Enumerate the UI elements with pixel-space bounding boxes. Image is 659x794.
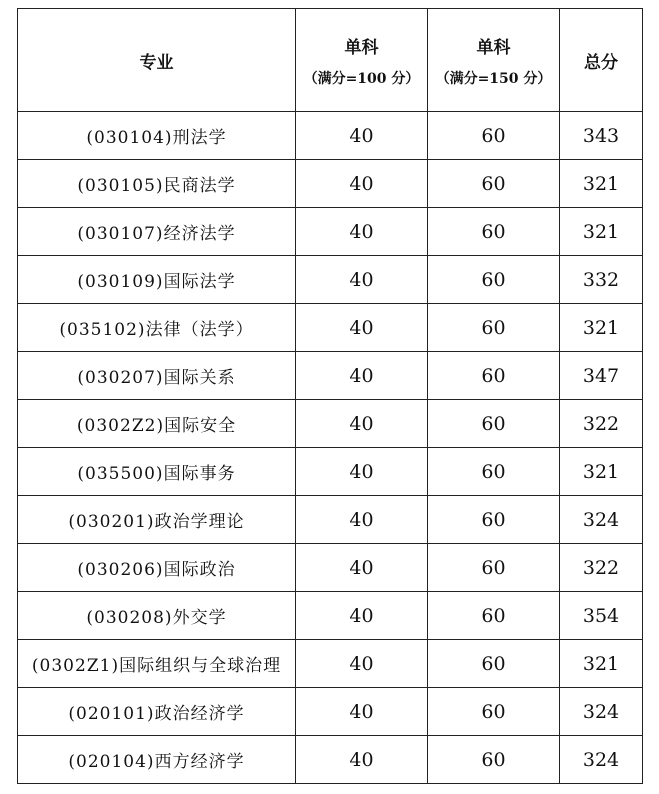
table-row bbox=[18, 256, 643, 304]
single-150-cell: 60 bbox=[428, 304, 560, 352]
total-cell: 322 bbox=[560, 400, 643, 448]
single-100-cell: 40 bbox=[296, 160, 428, 208]
table-row bbox=[18, 352, 643, 400]
total-cell: 354 bbox=[560, 592, 643, 640]
major-cell: (030104)刑法学 bbox=[18, 112, 296, 160]
single-100-cell: 40 bbox=[296, 496, 428, 544]
single-150-cell: 60 bbox=[428, 496, 560, 544]
table-header-row bbox=[18, 9, 643, 112]
header-single-150 bbox=[428, 9, 560, 112]
single-100-cell: 40 bbox=[296, 400, 428, 448]
major-cell: (0302Z2)国际安全 bbox=[18, 400, 296, 448]
single-150-cell: 60 bbox=[428, 208, 560, 256]
single-100-cell: 40 bbox=[296, 304, 428, 352]
single-150-cell: 60 bbox=[428, 160, 560, 208]
table-row bbox=[18, 496, 643, 544]
total-cell: 324 bbox=[560, 688, 643, 736]
table-row bbox=[18, 448, 643, 496]
header-single-100-note: （满分=100 分） bbox=[303, 70, 420, 87]
major-cell: (0302Z1)国际组织与全球治理 bbox=[18, 640, 296, 688]
single-100-cell: 40 bbox=[296, 592, 428, 640]
table-row bbox=[18, 304, 643, 352]
single-150-cell: 60 bbox=[428, 592, 560, 640]
single-150-cell: 60 bbox=[428, 544, 560, 592]
header-major bbox=[18, 9, 296, 112]
total-cell: 324 bbox=[560, 736, 643, 784]
single-100-cell: 40 bbox=[296, 256, 428, 304]
single-100-cell: 40 bbox=[296, 112, 428, 160]
table-row bbox=[18, 544, 643, 592]
table-row bbox=[18, 592, 643, 640]
table-row bbox=[18, 736, 643, 784]
total-cell: 321 bbox=[560, 160, 643, 208]
table-row bbox=[18, 640, 643, 688]
total-cell: 347 bbox=[560, 352, 643, 400]
table-body bbox=[18, 112, 643, 784]
single-150-cell: 60 bbox=[428, 448, 560, 496]
major-cell: (030107)经济法学 bbox=[18, 208, 296, 256]
single-100-cell: 40 bbox=[296, 448, 428, 496]
header-total bbox=[560, 9, 643, 112]
header-major-label: 专业 bbox=[139, 52, 174, 73]
single-100-cell: 40 bbox=[296, 688, 428, 736]
total-cell: 343 bbox=[560, 112, 643, 160]
score-line-table bbox=[17, 8, 643, 784]
total-cell: 321 bbox=[560, 448, 643, 496]
total-cell: 322 bbox=[560, 544, 643, 592]
single-150-cell: 60 bbox=[428, 352, 560, 400]
table-row bbox=[18, 688, 643, 736]
single-150-cell: 60 bbox=[428, 640, 560, 688]
single-100-cell: 40 bbox=[296, 640, 428, 688]
table-row bbox=[18, 208, 643, 256]
major-cell: (030207)国际关系 bbox=[18, 352, 296, 400]
table-row bbox=[18, 160, 643, 208]
table-row bbox=[18, 400, 643, 448]
major-cell: (035500)国际事务 bbox=[18, 448, 296, 496]
single-150-cell: 60 bbox=[428, 112, 560, 160]
total-cell: 332 bbox=[560, 256, 643, 304]
single-150-cell: 60 bbox=[428, 688, 560, 736]
header-single-150-note: （满分=150 分） bbox=[435, 70, 552, 87]
major-cell: (030206)国际政治 bbox=[18, 544, 296, 592]
header-single-100-label: 单科 bbox=[344, 37, 379, 58]
major-cell: (035102)法律（法学） bbox=[18, 304, 296, 352]
major-cell: (030109)国际法学 bbox=[18, 256, 296, 304]
major-cell: (020104)西方经济学 bbox=[18, 736, 296, 784]
table-row bbox=[18, 112, 643, 160]
header-single-100 bbox=[296, 9, 428, 112]
single-150-cell: 60 bbox=[428, 256, 560, 304]
single-150-cell: 60 bbox=[428, 736, 560, 784]
header-total-label: 总分 bbox=[584, 52, 618, 73]
header-single-150-label: 单科 bbox=[476, 37, 511, 58]
single-100-cell: 40 bbox=[296, 544, 428, 592]
total-cell: 321 bbox=[560, 640, 643, 688]
single-100-cell: 40 bbox=[296, 736, 428, 784]
total-cell: 321 bbox=[560, 304, 643, 352]
single-100-cell: 40 bbox=[296, 208, 428, 256]
major-cell: (030105)民商法学 bbox=[18, 160, 296, 208]
single-150-cell: 60 bbox=[428, 400, 560, 448]
major-cell: (030208)外交学 bbox=[18, 592, 296, 640]
single-100-cell: 40 bbox=[296, 352, 428, 400]
total-cell: 324 bbox=[560, 496, 643, 544]
total-cell: 321 bbox=[560, 208, 643, 256]
major-cell: (020101)政治经济学 bbox=[18, 688, 296, 736]
major-cell: (030201)政治学理论 bbox=[18, 496, 296, 544]
